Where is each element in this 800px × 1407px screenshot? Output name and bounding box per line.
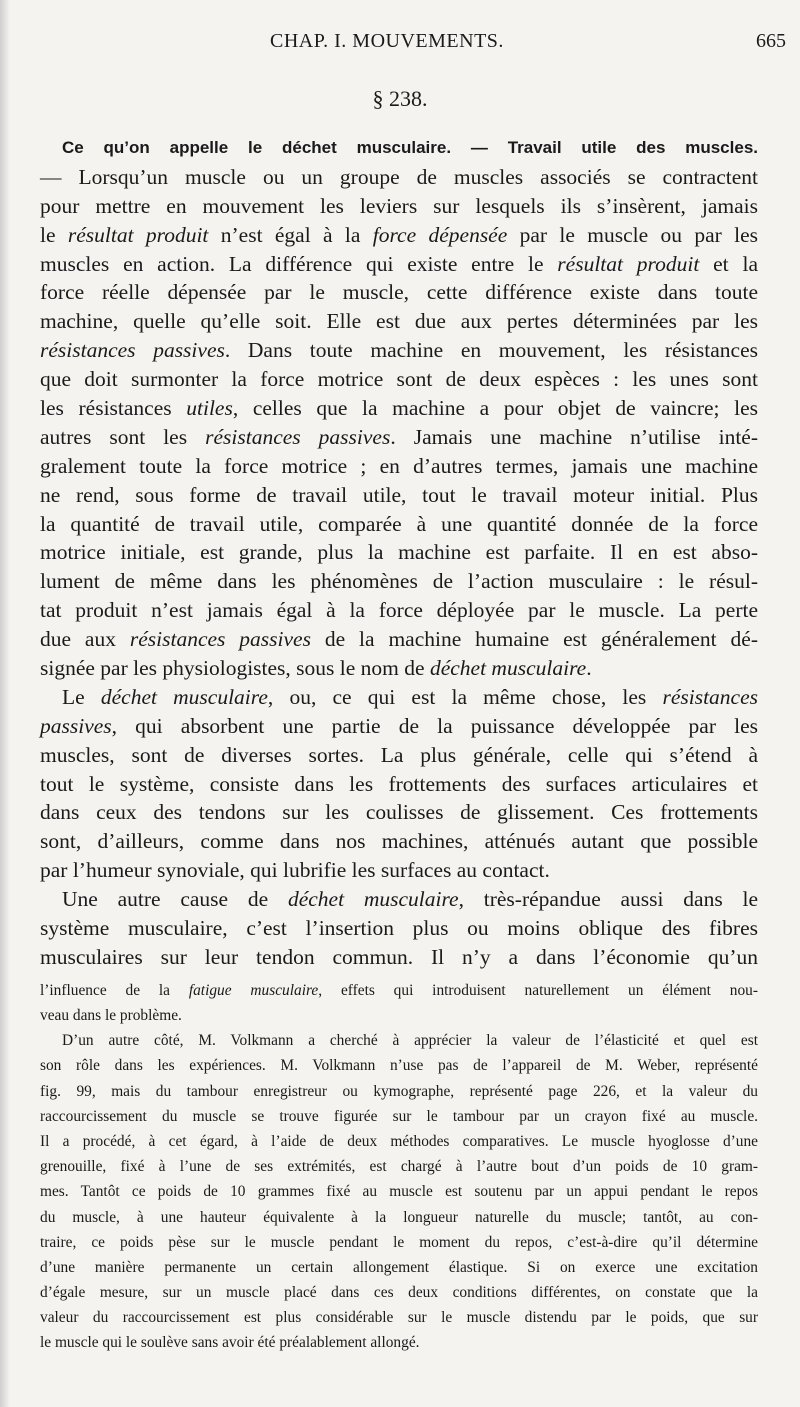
page-number: 665: [756, 30, 786, 52]
body-line: tout le système, consiste dans les frottements des surfaces articulaires et: [40, 771, 758, 796]
body-line: ne rend, sous forme de travail utile, tout le travail moteur initial. Plus: [40, 482, 758, 507]
body-line: système musculaire, c’est l’insertion plus ou moins oblique des fibres: [40, 916, 758, 941]
section-number: § 238.: [372, 86, 428, 111]
body-line: lument de même dans les phénomènes de l’action musculaire : le résul-: [40, 569, 758, 594]
body-line: par l’humeur synoviale, qui lubrifie les surfaces au contact.: [40, 858, 550, 883]
body-line: passives, qui absorbent une partie de la puissance développée par les: [40, 713, 758, 738]
running-title: CHAP. I. MOUVEMENTS.: [270, 30, 504, 52]
body-line: sont, d’ailleurs, comme dans nos machines, atténués autant que possible: [40, 829, 758, 854]
footnote-line: fig. 99, mais du tambour enregistreur ou kymographe, représenté page 226, et la valeur du: [40, 1082, 758, 1100]
footnote-line: du muscle, à une hauteur équivalente à la longueur naturelle du muscle; tantôt, au con-: [40, 1208, 758, 1226]
footnote-line: veau dans le problème.: [40, 1007, 182, 1025]
body-line: la quantité de travail utile, comparée à une quantité donnée de la force: [40, 511, 758, 536]
body-text: [40, 134, 758, 1356]
body-line: les résistances utiles, celles que la machine a pour objet de vaincre; les: [40, 396, 758, 421]
main-paragraphs: [40, 134, 758, 972]
running-head: [0, 30, 800, 60]
body-line: gralement toute la force motrice ; en d’autres termes, jamais une machine: [40, 453, 758, 478]
body-line: due aux résistances passives de la machine humaine est généralement dé-: [40, 627, 758, 652]
body-line: motrice initiale, est grande, plus la machine est parfaite. Il en est abso-: [40, 540, 758, 565]
footnote-line: d’une manière permanente un certain allongement élastique. Si on exerce une excitation: [40, 1258, 758, 1276]
footnote-line: Il a procédé, à cet égard, à l’aide de deux méthodes comparatives. Le muscle hyoglosse d’une: [40, 1132, 758, 1150]
body-line: dans ceux des tendons sur les coulisses de glissement. Ces frottements: [40, 800, 758, 825]
footnote-line: D’un autre côté, M. Volkmann a cherché à apprécier la valeur de l’élasticité et quel est: [62, 1032, 758, 1050]
footnote-line: d’égale mesure, sur un muscle placé dans ces deux conditions différentes, on constate que la: [40, 1284, 758, 1302]
body-line: que doit surmonter la force motrice sont de deux espèces : les unes sont: [40, 367, 758, 392]
body-line: Ce qu’on appelle le déchet musculaire. — Travail utile des muscles.: [62, 138, 758, 157]
footnote-line: mes. Tantôt ce poids de 10 grammes fixé au muscle est soutenu par un appui pendant le repos: [40, 1183, 758, 1201]
body-line: muscles, sont de diverses sortes. La plus générale, celle qui s’étend à: [40, 742, 758, 767]
footnote-line: valeur du raccourcissement est plus considérable sur le muscle distendu par le poids, que sur: [40, 1309, 758, 1327]
body-line: force réelle dépensée par le muscle, cette différence existe dans toute: [40, 280, 758, 305]
body-line: le résultat produit n’est égal à la force dépensée par le muscle ou par les: [40, 222, 758, 247]
body-line: — Lorsqu’un muscle ou un groupe de muscles associés se contractent: [40, 164, 758, 189]
body-line: tat produit n’est jamais égal à la force déployée par le muscle. La perte: [40, 598, 758, 623]
body-line: muscles en action. La différence qui existe entre le résultat produit et la: [40, 251, 758, 276]
page-gutter-shadow: [0, 0, 10, 1407]
footnote-line: grenouille, fixé à l’une de ses extrémités, est chargé à l’autre bout d’un poids de 10 gram-: [40, 1158, 758, 1176]
body-line: autres sont les résistances passives. Jamais une machine n’utilise inté-: [40, 424, 759, 449]
footnote-line: son rôle dans les expériences. M. Volkmann n’use pas de l’appareil de M. Weber, représenté: [40, 1057, 758, 1075]
body-line: résistances passives. Dans toute machine en mouvement, les résistances: [40, 338, 758, 363]
footnote-line: l’influence de la fatigue musculaire, effets qui introduisent naturellement un élément nou-: [40, 981, 758, 999]
body-line: musculaires sur leur tendon commun. Il n’y a dans l’économie qu’un: [40, 944, 758, 969]
footnote-line: traire, ce poids pèse sur le muscle pendant le moment du repos, c’est-à-dire qu’il détermine: [40, 1233, 758, 1251]
footnote-line: raccourcissement du muscle se trouve figurée sur le tambour par un crayon fixé au muscle.: [40, 1107, 758, 1125]
body-line: Une autre cause de déchet musculaire, très-répandue aussi dans le: [62, 887, 759, 912]
body-line: Le déchet musculaire, ou, ce qui est la même chose, les résistances: [62, 684, 758, 709]
body-line: machine, quelle qu’elle soit. Elle est due aux pertes déterminées par les: [40, 309, 758, 334]
footnote-line: le muscle qui le soulève sans avoir été préalablement allongé.: [40, 1334, 420, 1352]
footnote-block: [40, 978, 758, 1356]
body-line: pour mettre en mouvement les leviers sur lesquels ils s’insèrent, jamais: [40, 193, 758, 218]
body-line: signée par les physiologistes, sous le nom de déchet musculaire.: [40, 656, 592, 681]
